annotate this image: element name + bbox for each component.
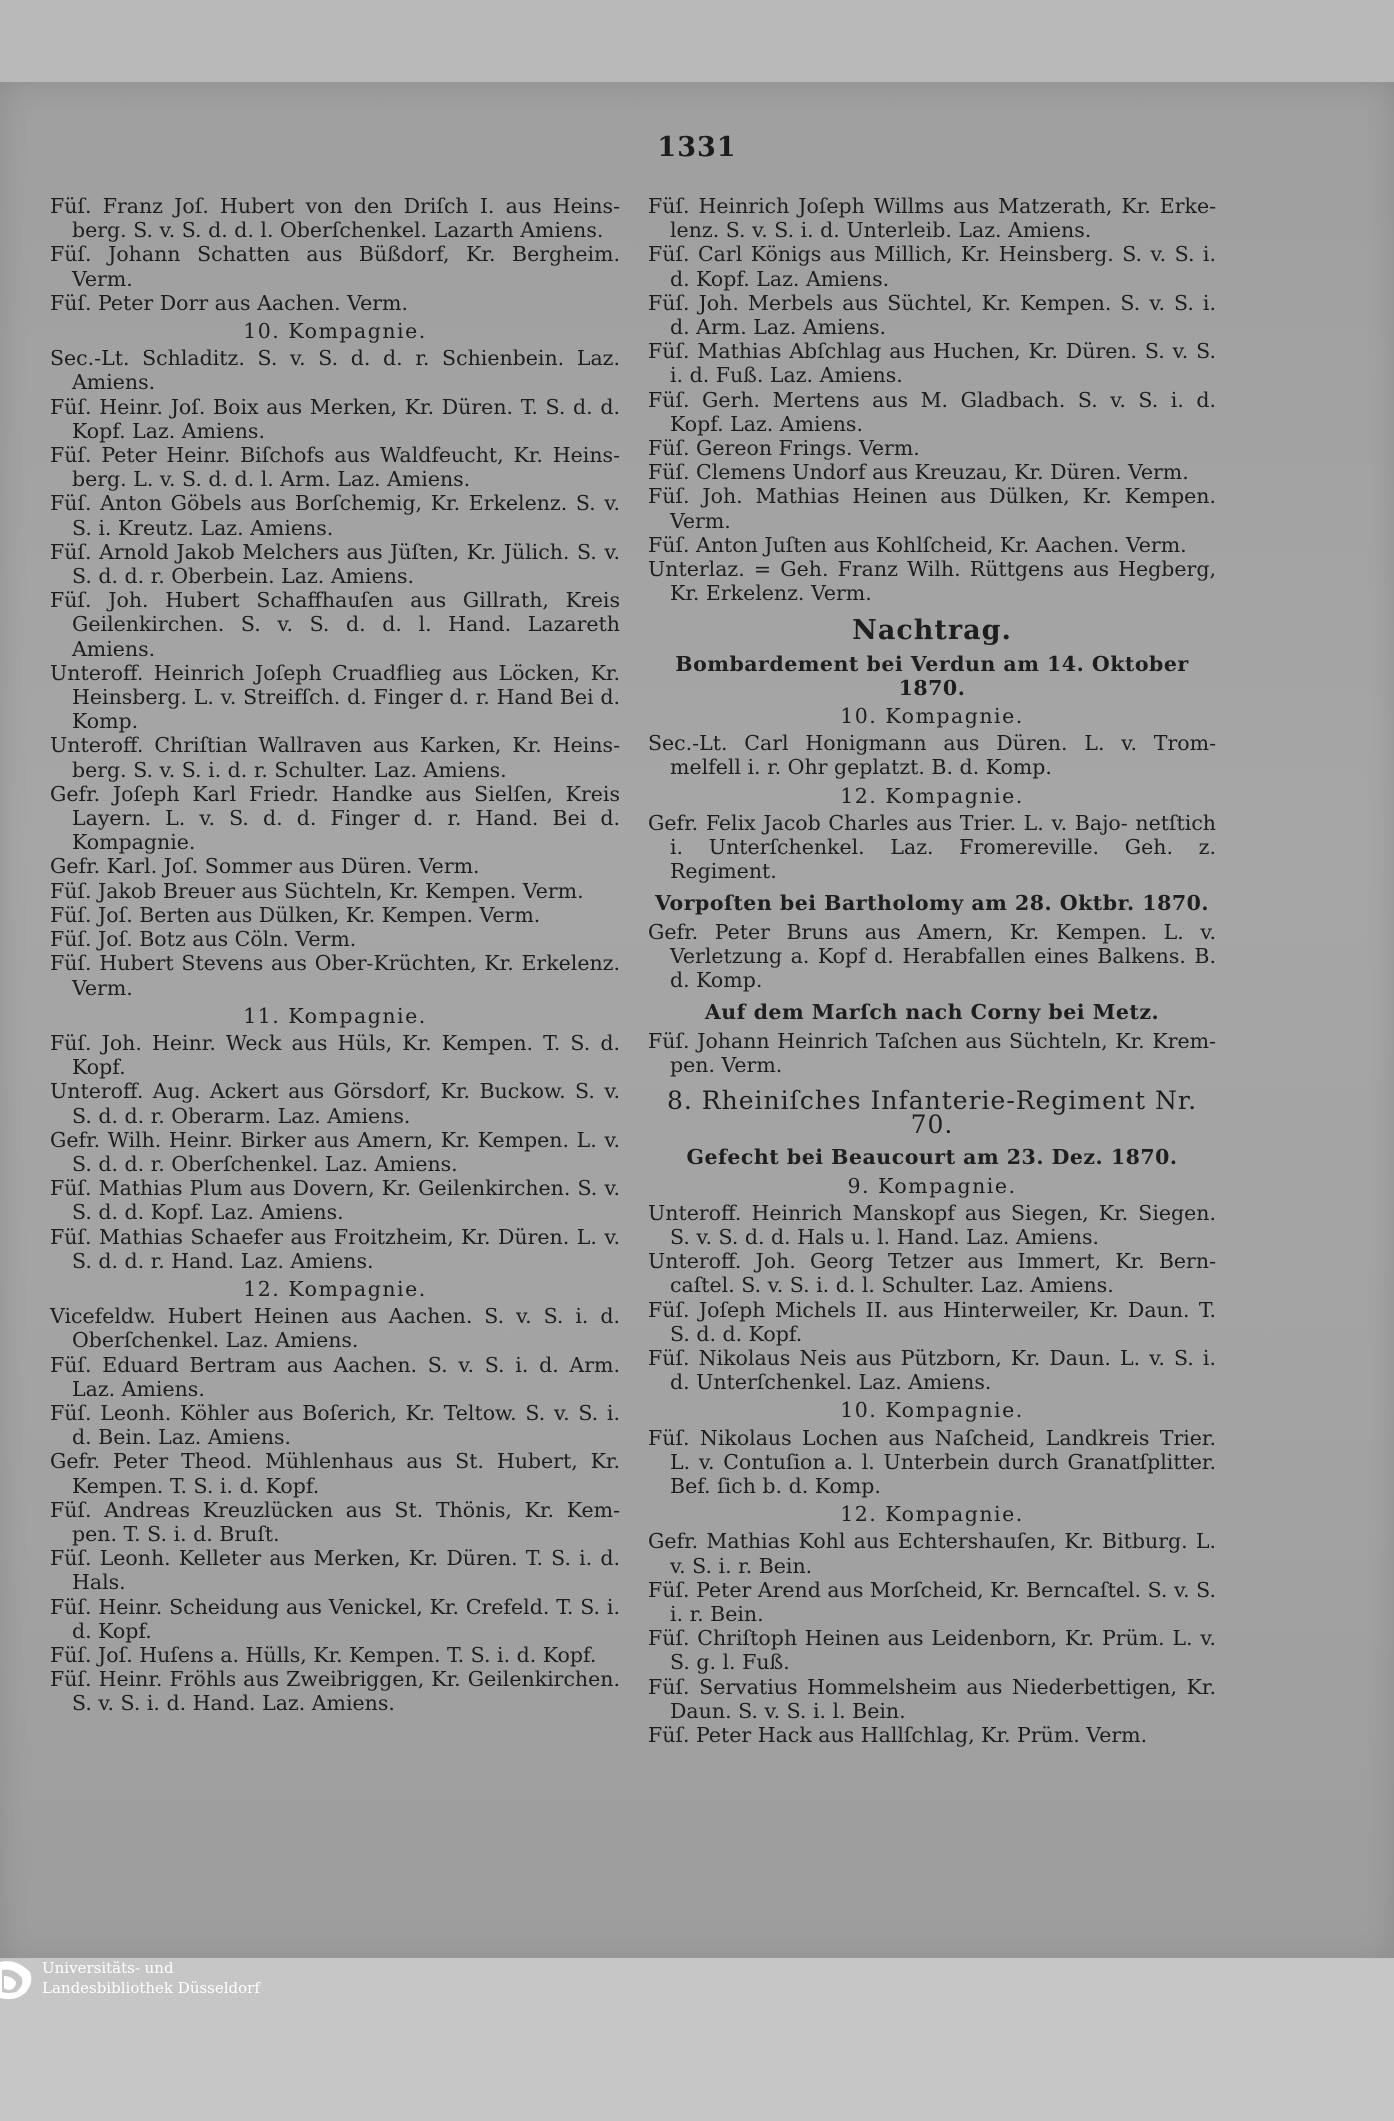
casualty-entry: Füſ. Andreas Kreuzlücken aus St. Thönis, Kr. Kem- pen. T. S. i. d. Bruſt. [50,1497,620,1546]
library-name-line2: Landesbibliothek Düsseldorf [42,1979,260,1997]
casualty-entry: Unteroff. Heinrich Joſeph Cruadflieg aus Löcken, Kr. Heinsberg. L. v. Streifſch. d. Finger d. r. Hand Bei d. Komp. [50,660,620,734]
casualty-entry: Füſ. Heinr. Scheidung aus Venickel, Kr. Crefeld. T. S. i. d. Kopf. [50,1594,620,1643]
casualty-entry: Füſ. Eduard Bertram aus Aachen. S. v. S. i. d. Arm. Laz. Amiens. [50,1352,620,1401]
casualty-entry: Unteroff. Joh. Georg Tetzer aus Immert, Kr. Bern- caſtel. S. v. S. i. d. l. Schulter. Laz. Amiens. [648,1249,1216,1298]
section-heading: 8. Rheiniſches Infanterie-Regiment Nr. 70. [666,1085,1198,1140]
company-heading: 11. Kompagnie. [243,1003,427,1028]
company-heading: 10. Kompagnie. [840,704,1024,729]
casualty-entry: Gefr. Felix Jacob Charles aus Trier. L. v. Bajo- netſtich i. Unterſchenkel. Laz. Fromereville. Geh. z. Regiment. [648,810,1216,884]
casualty-entry: Füſ. Jakob Breuer aus Süchteln, Kr. Kempen. Verm. [50,878,584,903]
casualty-entry: Füſ. Carl Königs aus Millich, Kr. Heinsberg. S. v. S. i. d. Kopf. Laz. Amiens. [648,242,1216,291]
casualty-entry: Füſ. Leonh. Kelleter aus Merken, Kr. Düren. T. S. i. d. Hals. [50,1546,620,1595]
casualty-entry: Füſ. Peter Arend aus Morſcheid, Kr. Berncaſtel. S. v. S. i. r. Bein. [648,1577,1216,1626]
ulb-logo-icon [0,1958,34,2002]
casualty-entry: Füſ. Joh. Mathias Heinen aus Dülken, Kr. Kempen. Verm. [648,484,1216,533]
casualty-entry: Füſ. Franz Joſ. Hubert von den Driſch I. aus Heins- berg. S. v. S. d. d. l. Oberſchenkel. Lazarth Amiens. [50,194,620,243]
casualty-entry: Füſ. Johann Schatten aus Büßdorf, Kr. Bergheim. Verm. [50,242,620,291]
casualty-entry: Füſ. Gereon Frings. Verm. [648,436,920,461]
company-heading: 12. Kompagnie. [243,1276,427,1301]
casualty-entry: Unteroff. Heinrich Manskopf aus Siegen, Kr. Siegen. S. v. S. d. d. Hals u. l. Hand. Laz. Amiens. [648,1200,1216,1249]
casualty-entry: Füſ. Heinr. Fröhls aus Zweibriggen, Kr. Geilenkirchen. S. v. S. i. d. Hand. Laz. Amiens. [50,1667,620,1716]
casualty-entry: Füſ. Joh. Heinr. Weck aus Hüls, Kr. Kempen. T. S. d. Kopf. [50,1030,620,1080]
casualty-entry: Füſ. Johann Heinrich Taſchen aus Süchteln, Kr. Krem- pen. Verm. [648,1028,1216,1077]
casualty-entry: Füſ. Arnold Jakob Melchers aus Jüſten, Kr. Jülich. S. v. S. d. d. r. Oberbein. Laz. Amiens. [50,539,620,589]
casualty-entry: Sec.-Lt. Schladitz. S. v. S. d. d. r. Schienbein. Laz. Amiens. [50,346,620,395]
casualty-entry: Vicefeldw. Hubert Heinen aus Aachen. S. v. S. i. d. Oberſchenkel. Laz. Amiens. [50,1304,620,1353]
casualty-entry: Füſ. Peter Hack aus Hallſchlag, Kr. Prüm. Verm. [648,1722,1148,1747]
casualty-entry: Füſ. Joſ. Botz aus Cöln. Verm. [50,927,357,952]
casualty-entry: Füſ. Peter Heinr. Biſchofs aus Waldfeucht, Kr. Heins- berg. L. v. S. d. d. l. Arm. Laz. Amiens. [50,443,620,492]
casualty-entry: Füſ. Mathias Plum aus Dovern, Kr. Geilenkirchen. S. v. S. d. d. Kopf. Laz. Amiens. [50,1176,620,1225]
casualty-entry: Gefr. Wilh. Heinr. Birker aus Amern, Kr. Kempen. L. v. S. d. d. r. Oberſchenkel. Laz. Amiens. [50,1127,620,1176]
company-heading: 9. Kompagnie. [847,1173,1017,1198]
library-name-line1: Universitäts- und [42,1959,174,1977]
casualty-entry: Gefr. Joſeph Karl Friedr. Handke aus Sielſen, Kreis Layern. L. v. S. d. d. Finger d. r. Hand. Bei d. Kompagnie. [50,781,620,855]
right-column [648,194,1216,1747]
company-heading: 12. Kompagnie. [840,1502,1024,1527]
casualty-entry: Sec.-Lt. Carl Honigmann aus Düren. L. v. Trom- melfell i. r. Ohr geplatzt. B. d. Komp. [648,731,1216,780]
section-heading: Nachtrag. [852,615,1012,647]
company-heading: 12. Kompagnie. [840,783,1024,808]
casualty-entry: Füſ. Joſ. Berten aus Dülken, Kr. Kempen. Verm. [50,902,541,927]
casualty-entry: Unteroff. Chriſtian Wallraven aus Karken, Kr. Heins- berg. S. v. S. i. d. r. Schulter. Laz. Amiens. [50,733,620,782]
casualty-entry: Füſ. Heinrich Joſeph Willms aus Matzerath, Kr. Erke- lenz. S. v. S. i. d. Unterleib. Laz. Amiens. [648,194,1216,243]
casualty-entry: Füſ. Joſ. Huſens a. Hülls, Kr. Kempen. T. S. i. d. Kopf. [50,1642,597,1667]
casualty-entry: Gefr. Mathias Kohl aus Echtershauſen, Kr. Bitburg. L. v. S. i. r. Bein. [648,1529,1216,1578]
casualty-entry: Füſ. Leonh. Köhler aus Boſerich, Kr. Teltow. S. v. S. i. d. Bein. Laz. Amiens. [50,1400,620,1450]
casualty-entry: Füſ. Anton Göbels aus Borſchemig, Kr. Erkelenz. S. v. S. i. Kreutz. Laz. Amiens. [50,491,620,540]
casualty-entry: Gefr. Peter Theod. Mühlenhaus aus St. Hubert, Kr. Kempen. T. S. i. d. Kopf. [50,1449,620,1498]
casualty-entry: Füſ. Servatius Hommelsheim aus Niederbettigen, Kr. Daun. S. v. S. i. l. Bein. [648,1674,1216,1723]
company-heading: 10. Kompagnie. [243,319,427,344]
casualty-entry: Füſ. Mathias Abſchlag aus Huchen, Kr. Düren. S. v. S. i. d. Fuß. Laz. Amiens. [648,339,1216,388]
section-heading: Auf dem Marſch nach Corny bei Metz. [704,1000,1160,1025]
casualty-entry: Füſ. Clemens Undorf aus Kreuzau, Kr. Düren. Verm. [648,460,1189,485]
casualty-entry: Füſ. Nikolaus Lochen aus Naſcheid, Landkreis Trier. L. v. Contuſion a. l. Unterbein durch Granatſplitter. Bef. ſich b. d. Komp. [648,1425,1216,1498]
section-heading: Gefecht bei Beaucourt am 23. Dez. 1870. [686,1145,1178,1170]
left-column [50,194,620,1716]
casualty-entry: Füſ. Anton Juſten aus Kohlſcheid, Kr. Aachen. Verm. [648,532,1187,557]
casualty-entry: Unteroff. Aug. Ackert aus Görsdorf, Kr. Buckow. S. v. S. d. d. r. Oberarm. Laz. Amiens. [50,1079,620,1128]
casualty-entry: Gefr. Karl. Joſ. Sommer aus Düren. Verm. [50,854,480,879]
casualty-entry: Füſ. Joh. Merbels aus Süchtel, Kr. Kempen. S. v. S. i. d. Arm. Laz. Amiens. [648,290,1216,340]
casualty-entry: Füſ. Mathias Schaefer aus Froitzheim, Kr. Düren. L. v. S. d. d. r. Hand. Laz. Amiens. [50,1224,620,1273]
section-heading: Bombardement bei Verdun am 14. Oktober 1870. [675,651,1189,700]
library-name [42,1958,260,1998]
casualty-entry: Füſ. Hubert Stevens aus Ober-Krüchten, Kr. Erkelenz. Verm. [50,951,620,1000]
casualty-entry: Gefr. Peter Bruns aus Amern, Kr. Kempen. L. v. Verletzung a. Kopf d. Herabfallen eines Balkens. B. d. Komp. [648,919,1216,993]
casualty-entry: Füſ. Gerh. Mertens aus M. Gladbach. S. v. S. i. d. Kopf. Laz. Amiens. [648,387,1216,436]
casualty-entry: Füſ. Heinr. Joſ. Boix aus Merken, Kr. Düren. T. S. d. d. Kopf. Laz. Amiens. [50,394,620,443]
page-number: 1331 [657,132,737,163]
casualty-entry: Füſ. Chriſtoph Heinen aus Leidenborn, Kr. Prüm. L. v. S. g. l. Fuß. [648,1626,1216,1675]
section-heading: Vorpoſten bei Bartholomy am 28. Oktbr. 1870. [655,891,1209,916]
casualty-entry: Füſ. Nikolaus Neis aus Pützborn, Kr. Daun. L. v. S. i. d. Unterſchenkel. Laz. Amiens. [648,1345,1216,1395]
casualty-entry: Füſ. Joſeph Michels II. aus Hinterweiler, Kr. Daun. T. S. d. d. Kopf. [648,1297,1216,1346]
casualty-entry: Füſ. Joh. Hubert Schaffhauſen aus Gillrath, Kreis Geilenkirchen. S. v. S. d. d. l. Hand. Lazareth Amiens. [50,588,620,661]
scanned-page [0,82,1394,1962]
company-heading: 10. Kompagnie. [840,1398,1024,1423]
casualty-entry: Unterlaz. = Geh. Franz Wilh. Rüttgens aus Hegberg, Kr. Erkelenz. Verm. [648,557,1216,606]
casualty-entry: Füſ. Peter Dorr aus Aachen. Verm. [50,290,408,315]
